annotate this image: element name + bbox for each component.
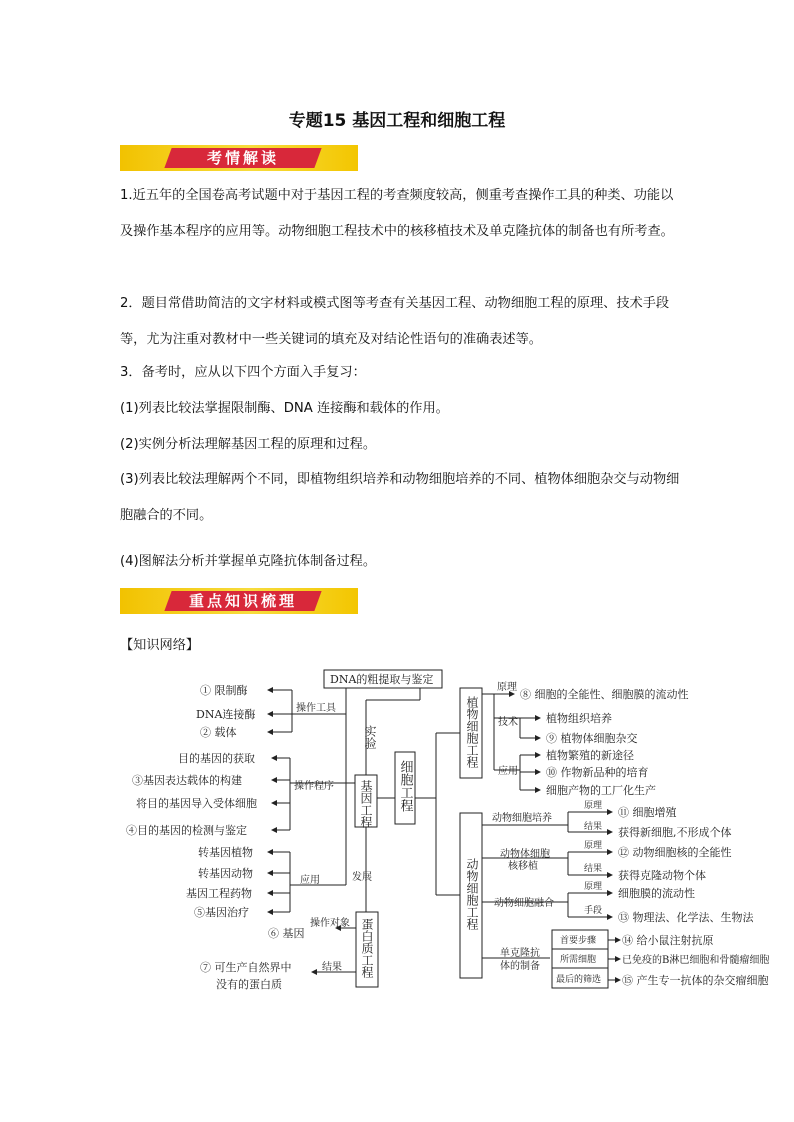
protein-result-line: 没有的蛋白质	[216, 978, 282, 991]
nuclear-principle: ⑫ 动物细胞核的全能性	[618, 846, 732, 859]
procedure-label: 操作程序	[294, 781, 334, 792]
paragraph-5: (2)实例分析法理解基因工程的原理和过程。	[120, 437, 377, 452]
fusion-means-label: 手段	[584, 906, 603, 916]
procedure-item: ④目的基因的检测与鉴定	[126, 824, 247, 837]
section-label: 【知识网络】	[120, 638, 200, 653]
plant-apply-item: ⑩ 作物新品种的培育	[546, 766, 649, 779]
protein-engineering-box: 蛋白质工程	[360, 918, 374, 978]
procedure-item: 目的基因的获取	[178, 752, 255, 765]
procedure-item: 将目的基因导入受体细胞	[136, 797, 257, 810]
paragraph-3: 3．备考时，应从以下四个方面入手复习：	[120, 365, 366, 380]
plant-tech-item: ⑨ 植物体细胞杂交	[546, 732, 638, 745]
culture-result: 获得新细胞,不形成个体	[618, 826, 732, 839]
mab-step-label: 最后的筛选	[556, 975, 602, 985]
plant-cell-engineering-box: 植物细胞工程	[465, 696, 479, 768]
plant-apply-item: 细胞产物的工厂化生产	[546, 784, 656, 797]
page-title: 专题15 基因工程和细胞工程	[288, 111, 506, 131]
nuclear-transfer-label: 核移植	[508, 861, 538, 872]
application-item: 基因工程药物	[186, 887, 252, 900]
mab-step-label: 所需细胞	[560, 955, 597, 965]
paragraph-4: (1)列表比较法掌握限制酶、DNA 连接酶和载体的作用。	[120, 401, 449, 416]
paragraph-6: (3)列表比较法理解两个不同，即植物组织培养和动物细胞培养的不同、植物体细胞杂交与动物细胞融合的不同。	[120, 472, 680, 523]
animal-cell-engineering-box: 动物细胞工程	[465, 858, 479, 930]
gene-engineering-box: 基因工程	[359, 780, 373, 828]
fusion-principle-label: 原理	[584, 882, 603, 892]
plant-tech-item: 植物组织培养	[546, 712, 612, 725]
culture-result-label: 结果	[584, 822, 603, 832]
protein-result-label: 结果	[322, 962, 342, 973]
protein-result-line: ⑦ 可生产自然界中	[200, 961, 292, 974]
nuclear-transfer-label: 动物体细胞	[500, 849, 550, 860]
protein-object-label: 操作对象	[310, 918, 350, 929]
develop-label: 发展	[352, 872, 372, 883]
mab-step-label: 首要步骤	[560, 936, 597, 946]
apply-label: 应用	[300, 875, 320, 886]
banner-label: 考情解读	[206, 149, 279, 167]
procedure-item: ③基因表达载体的构建	[132, 774, 242, 787]
culture-principle: ⑪ 细胞增殖	[618, 806, 677, 819]
banner-label: 重点知识梳理	[188, 592, 297, 610]
tool-item: ① 限制酶	[200, 684, 248, 697]
application-item: ⑤基因治疗	[194, 906, 249, 919]
application-item: 转基因植物	[198, 846, 253, 859]
mab-label: 体的制备	[500, 961, 540, 972]
protein-object: ⑥ 基因	[268, 927, 305, 940]
mab-step: ⑭ 给小鼠注射抗原	[622, 934, 714, 947]
plant-principle: ⑧ 细胞的全能性、细胞膜的流动性	[520, 688, 689, 701]
mab-step: 已免疫的B淋巴细胞和骨髓瘤细胞	[622, 955, 770, 966]
application-item: 转基因动物	[198, 867, 253, 880]
nuclear-result: 获得克隆动物个体	[618, 869, 706, 882]
plant-apply-item: 植物繁殖的新途径	[546, 749, 634, 762]
culture-principle-label: 原理	[584, 801, 603, 811]
fusion-means: ⑬ 物理法、化学法、生物法	[618, 911, 754, 924]
tool-item: ② 载体	[200, 726, 237, 739]
tool-item: DNA连接酶	[196, 708, 256, 721]
fusion-principle: 细胞膜的流动性	[618, 887, 695, 900]
plant-principle-label: 原理	[497, 682, 517, 693]
experiment-label: 实验	[363, 725, 377, 749]
tools-label: 操作工具	[296, 703, 336, 714]
paragraph-1: 1.近五年的全国卷高考试题中对于基因工程的考查频度较高，侧重考查操作工具的种类、功能以及操作基本程序的应用等。动物细胞工程技术中的核移植技术及单克隆抗体的制备也有所考查。	[120, 188, 674, 239]
nuclear-principle-label: 原理	[584, 841, 603, 851]
paragraph-7: (4)图解法分析并掌握单克隆抗体制备过程。	[120, 554, 377, 569]
nuclear-result-label: 结果	[584, 864, 603, 874]
mab-step: ⑮ 产生专一抗体的杂交瘤细胞	[622, 974, 769, 987]
mab-label: 单克隆抗	[500, 948, 540, 959]
paragraph-2: 2．题目常借助简洁的文字材料或模式图等考查有关基因工程、动物细胞工程的原理、技术手段等，尤为注重对教材中一些关键词的填充及对结论性语句的准确表述等。	[120, 296, 670, 347]
plant-apply-label: 应用	[498, 766, 518, 777]
animal-culture-label: 动物细胞培养	[492, 813, 552, 824]
cell-engineering-box: 细胞工程	[397, 760, 413, 812]
cell-fusion-label: 动物细胞融合	[494, 898, 554, 909]
dna-extraction-label: DNA的粗提取与鉴定	[330, 673, 434, 686]
plant-tech-label: 技术	[498, 717, 518, 728]
